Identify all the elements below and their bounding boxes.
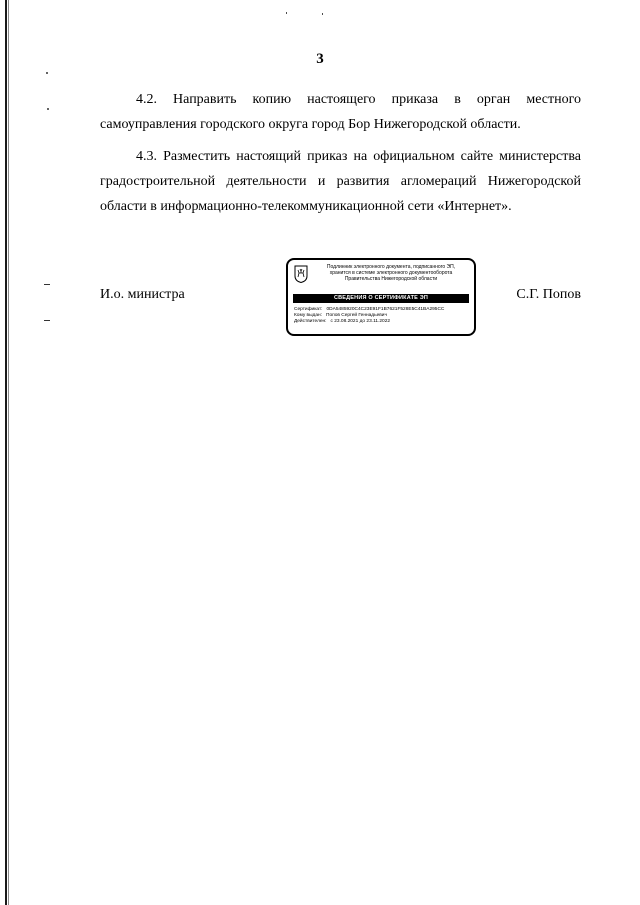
stamp-header-line: хранится в системе электронного документооборота [329,270,453,276]
certificate-value: 0DA5485920C4C23E91F1B7621F528E5C41BA295CC [326,307,445,312]
paragraph-line: 4.2. Направить копию настоящего приказа в орган местного [136,92,581,107]
valid-value: с 23.08.2021 до 23.11.2022 [330,319,391,325]
paragraph-4-3 [100,144,581,219]
scan-dash [44,284,50,285]
scan-edge [5,0,7,905]
scan-speck [322,13,323,15]
stamp-header-line: Подлинник электронного документа, подписанного ЭП, [326,264,456,270]
paragraph-line: 4.3. Разместить настоящий приказ на официальном сайте министерства [136,149,581,164]
scan-speck [47,108,49,110]
signatory-name: С.Г. Попов [516,287,581,302]
scan-speck [46,72,48,74]
issued-to-label: Кому выдан: [294,313,322,319]
scan-edge-shadow [8,0,9,905]
stamp-details [294,307,470,326]
issued-to-value: Попов Сергей Геннадьевич [326,313,387,319]
scan-speck [286,12,287,14]
valid-label: Действителен: [294,319,327,325]
paragraph-line: области в информационно-телекоммуникационной сети «Интернет». [100,199,512,214]
e-signature-stamp [286,258,476,336]
signatory-role: И.о. министра [100,287,185,302]
stamp-header [312,264,470,282]
paragraph-line: градостроительной деятельности и развития агломераций Нижегородской [100,174,581,189]
stamp-header-line: Правительства Нижегородской области [344,276,438,282]
certificate-label: Сертификат: [294,307,323,312]
paragraph-4-2 [100,87,581,137]
scan-dash [44,320,50,321]
stamp-valid-row [294,319,470,325]
page-number: 3 [316,51,324,67]
stamp-title: СВЕДЕНИЯ О СЕРТИФИКАТЕ ЭП [293,294,469,303]
paragraph-line: самоуправления городского округа город Бор Нижегородской области. [100,117,521,132]
coat-of-arms-deer-icon [294,265,308,283]
